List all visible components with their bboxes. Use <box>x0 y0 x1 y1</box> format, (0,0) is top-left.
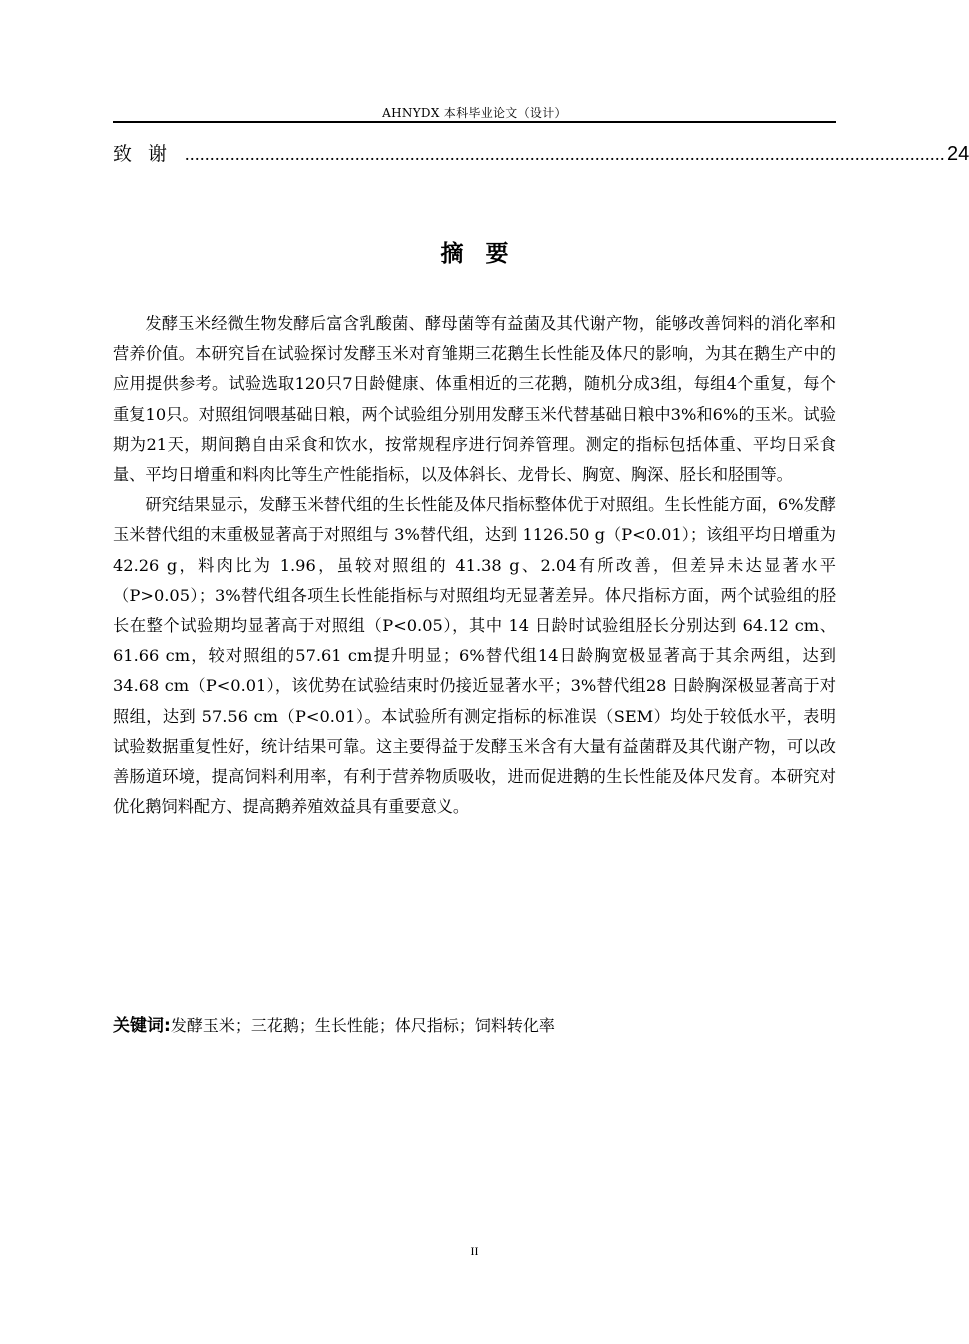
toc-entry-label: 致谢 <box>113 143 184 165</box>
header-rule <box>113 121 836 123</box>
abstract-title: 摘要 <box>440 241 531 267</box>
abstract-body <box>113 309 836 822</box>
keywords-text: 发酵玉米；三花鹅；生长性能；体尺指标；饲料转化率 <box>170 1016 555 1035</box>
toc-entry-page: 24 <box>947 143 969 165</box>
page-number: II <box>470 1244 479 1258</box>
toc-entry-acknowledgements[interactable] <box>113 139 969 167</box>
abstract-paragraph-2: 研究结果显示，发酵玉米替代组的生长性能及体尺指标整体优于对照组。生长性能方面，6%发酵玉米替代组的末重极显著高于对照组与 3%替代组，达到 1126.50 g（P<0.01）；该组平均日增重为 42.26 g，料肉比为 1.96，虽较对照组的 41.38 g、2.04有所改善，但差异未达显著水平（P>0.05）；3%替代组各项生长性能指标与对照组均无显著差异。体尺指标方面，两个试验组的胫长在整个试验期均显著高于对照组（P<0.05），其中 14 日龄时试验组胫长分别达到 64.12 cm、61.66 cm，较对照组的57.61 cm提升明显；6%替代组14日龄胸宽极显著高于其余两组，达到 34.68 cm（P<0.01），该优势在试验结束时仍接近显著水平；3%替代组28 日龄胸深极显著高于对照组，达到 57.56 cm（P<0.01）。本试验所有测定指标的标准误（SEM）均处于较低水平，表明试验数据重复性好，统计结果可靠。这主要得益于发酵玉米含有大量有益菌群及其代谢产物，可以改善肠道环境，提高饲料利用率，有利于营养物质吸收，进而促进鹅的生长性能及体尺发育。本研究对优化鹅饲料配方、提高鹅养殖效益具有重要意义。 <box>113 495 836 817</box>
running-header: AHNYDX 本科毕业论文（设计） <box>382 106 567 120</box>
toc-leader-dots: ........................................................................................................................................................ <box>185 144 946 164</box>
keywords-line <box>113 1011 836 1041</box>
keywords-label: 关键词: <box>113 1016 171 1036</box>
abstract-paragraph-1: 发酵玉米经微生物发酵后富含乳酸菌、酵母菌等有益菌及其代谢产物，能够改善饲料的消化率和营养价值。本研究旨在试验探讨发酵玉米对育雏期三花鹅生长性能及体尺的影响，为其在鹅生产中的应用提供参考。试验选取120只7日龄健康、体重相近的三花鹅，随机分成3组，每组4个重复，每个重复10只。对照组饲喂基础日粮，两个试验组分别用发酵玉米代替基础日粮中3%和6%的玉米。试验期为21天，期间鹅自由采食和饮水，按常规程序进行饲养管理。测定的指标包括体重、平均日采食量、平均日增重和料肉比等生产性能指标，以及体斜长、龙骨长、胸宽、胸深、胫长和胫围等。 <box>113 314 836 485</box>
